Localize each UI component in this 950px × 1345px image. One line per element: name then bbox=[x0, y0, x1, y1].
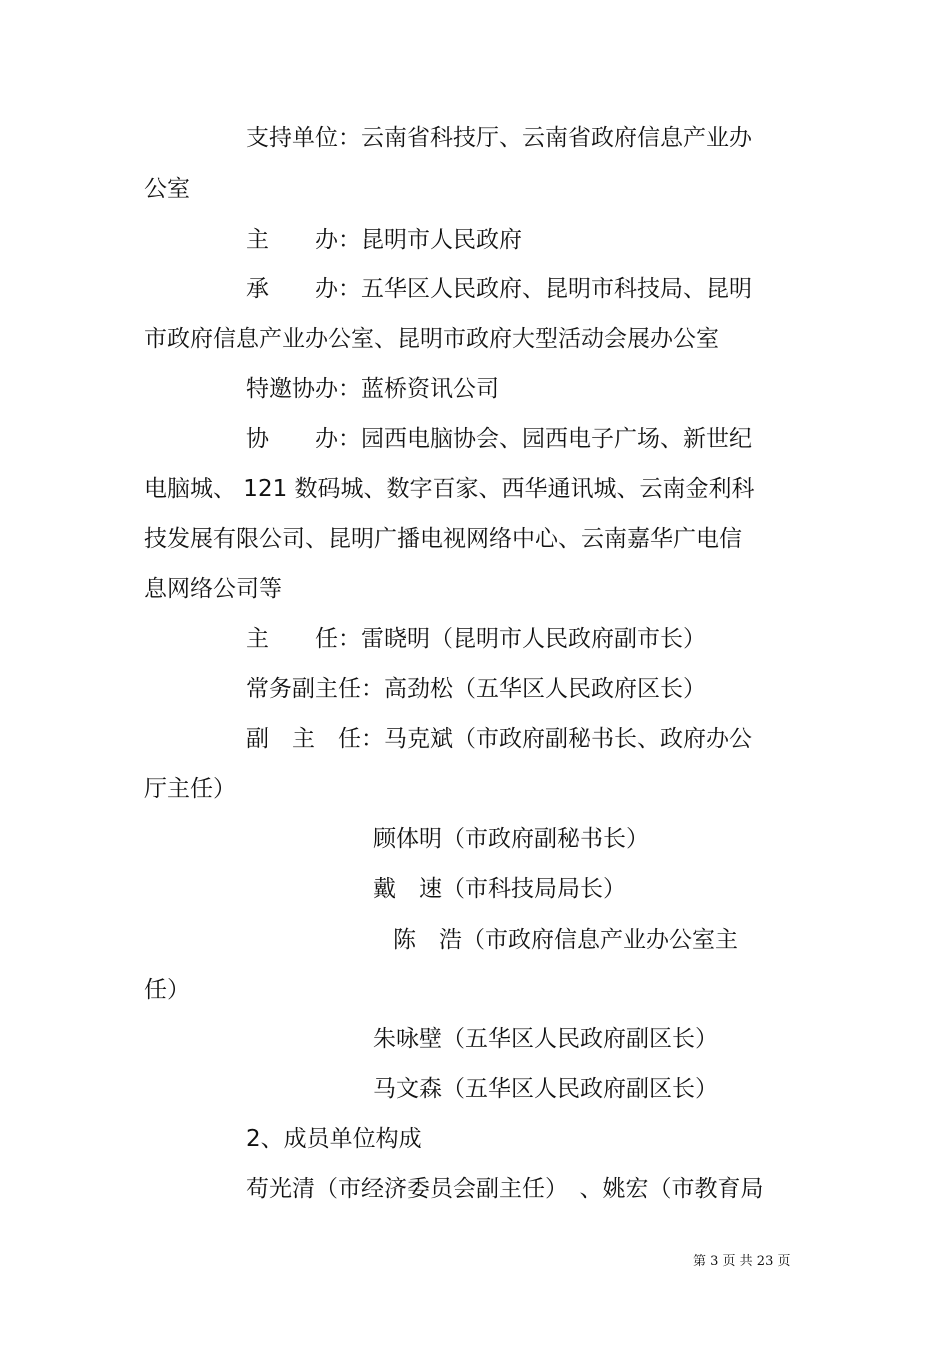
co-organizer-line-cont-1: 电脑城、 121 数码城、数字百家、西华通讯城、云南金利科 bbox=[144, 476, 755, 502]
host-line: 主 办：昆明市人民政府 bbox=[246, 227, 522, 253]
deputy-director-line: 副 主 任：马克斌（市政府副秘书长、政府办公 bbox=[246, 726, 752, 752]
deputy-director-name-2: 戴 速（市科技局局长） bbox=[373, 876, 626, 902]
co-organizer-line-cont-2: 技发展有限公司、昆明广播电视网络中心、云南嘉华广电信 bbox=[144, 526, 742, 552]
organizer-line-cont: 市政府信息产业办公室、昆明市政府大型活动会展办公室 bbox=[144, 326, 719, 352]
deputy-director-line-cont: 厅主任） bbox=[144, 776, 236, 802]
co-organizer-line-cont-3: 息网络公司等 bbox=[144, 576, 282, 602]
executive-deputy-director-line: 常务副主任：高劲松（五华区人民政府区长） bbox=[246, 676, 706, 702]
deputy-director-name-5: 马文森（五华区人民政府副区长） bbox=[373, 1076, 718, 1102]
deputy-director-name-1: 顾体明（市政府副秘书长） bbox=[373, 826, 649, 852]
deputy-director-name-3: 陈 浩（市政府信息产业办公室主 bbox=[393, 927, 738, 953]
special-co-organizer-line: 特邀协办：蓝桥资讯公司 bbox=[246, 376, 499, 402]
organizer-line: 承 办：五华区人民政府、昆明市科技局、昆明 bbox=[246, 276, 752, 302]
page-number-footer: 第 3 页 共 23 页 bbox=[693, 1254, 791, 1269]
member-units-line: 苟光清（市经济委员会副主任） 、姚宏（市教育局 bbox=[246, 1176, 764, 1202]
director-line: 主 任：雷晓明（昆明市人民政府副市长） bbox=[246, 626, 706, 652]
deputy-director-name-3-cont: 任） bbox=[144, 977, 190, 1003]
co-organizer-line: 协 办：园西电脑协会、园西电子广场、新世纪 bbox=[246, 426, 752, 452]
deputy-director-name-4: 朱咏壁（五华区人民政府副区长） bbox=[373, 1026, 718, 1052]
support-units-line: 支持单位：云南省科技厅、云南省政府信息产业办 bbox=[246, 125, 752, 151]
section-heading-member-units: 2、成员单位构成 bbox=[246, 1126, 422, 1152]
support-units-line-cont: 公室 bbox=[144, 176, 190, 202]
